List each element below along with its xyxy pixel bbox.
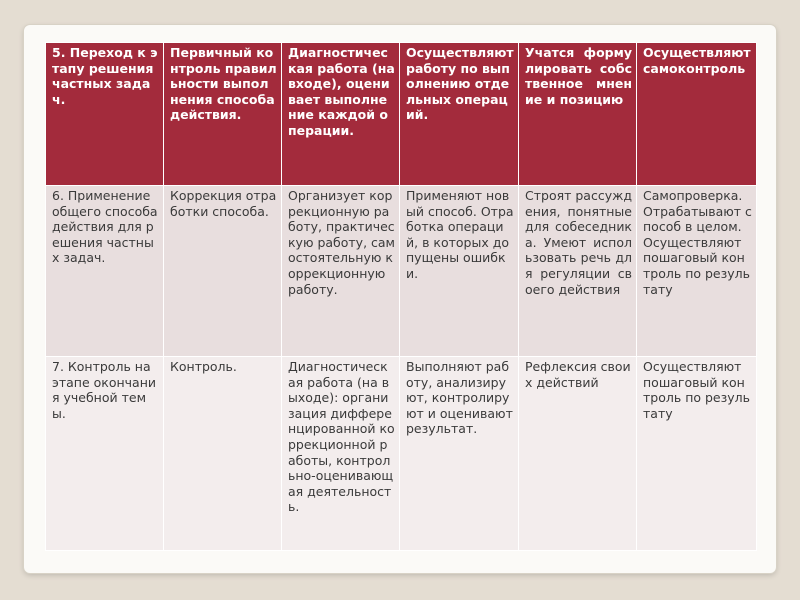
header-cell-communicative: Учатся формулировать собственное мнение и позицию bbox=[519, 43, 637, 186]
table-cell: Самопроверка. Отрабатывают способ в целом. Осуществляют пошаговый контроль по результату bbox=[637, 186, 757, 357]
table-cell: Организует коррекционную работу, практическую работу, самостоятельную коррекционную работу. bbox=[282, 186, 400, 357]
lesson-stage-table bbox=[45, 42, 757, 551]
table-cell: Осуществляют пошаговый контроль по результату bbox=[637, 357, 757, 551]
table-row bbox=[46, 357, 757, 551]
table-cell: Коррекция отработки способа. bbox=[164, 186, 282, 357]
table-row bbox=[46, 186, 757, 357]
table-header-row bbox=[46, 43, 757, 186]
table-cell: 6. Применение общего способа действия для решения частных задач. bbox=[46, 186, 164, 357]
table-cell: Рефлексия своих действий bbox=[519, 357, 637, 551]
header-cell-students: Осуществляют работу по выполнению отдельных операций. bbox=[400, 43, 519, 186]
table-cell: 7. Контроль на этапе окончания учебной темы. bbox=[46, 357, 164, 551]
header-cell-teacher: Диагностическая работа (на входе), оценивает выполнение каждой операции. bbox=[282, 43, 400, 186]
header-cell-goal: Первичный контроль правильности выполнения способа действия. bbox=[164, 43, 282, 186]
table-cell: Выполняют работу, анализируют, контролируют и оценивают результат. bbox=[400, 357, 519, 551]
table-cell: Строят рассуждения, понятные для собеседника. Умеют использовать речь для регуляции своего действия bbox=[519, 186, 637, 357]
header-cell-stage: 5. Переход к этапу решения частных задач. bbox=[46, 43, 164, 186]
table-cell: Применяют новый способ. Отработка операций, в которых допущены ошибки. bbox=[400, 186, 519, 357]
table-cell: Контроль. bbox=[164, 357, 282, 551]
header-cell-regulatory: Осуществляют самоконтроль bbox=[637, 43, 757, 186]
table-cell: Диагностическая работа (на выходе): организация дифференцированной коррекционной работы, контрольно-оценивающая деятельность. bbox=[282, 357, 400, 551]
